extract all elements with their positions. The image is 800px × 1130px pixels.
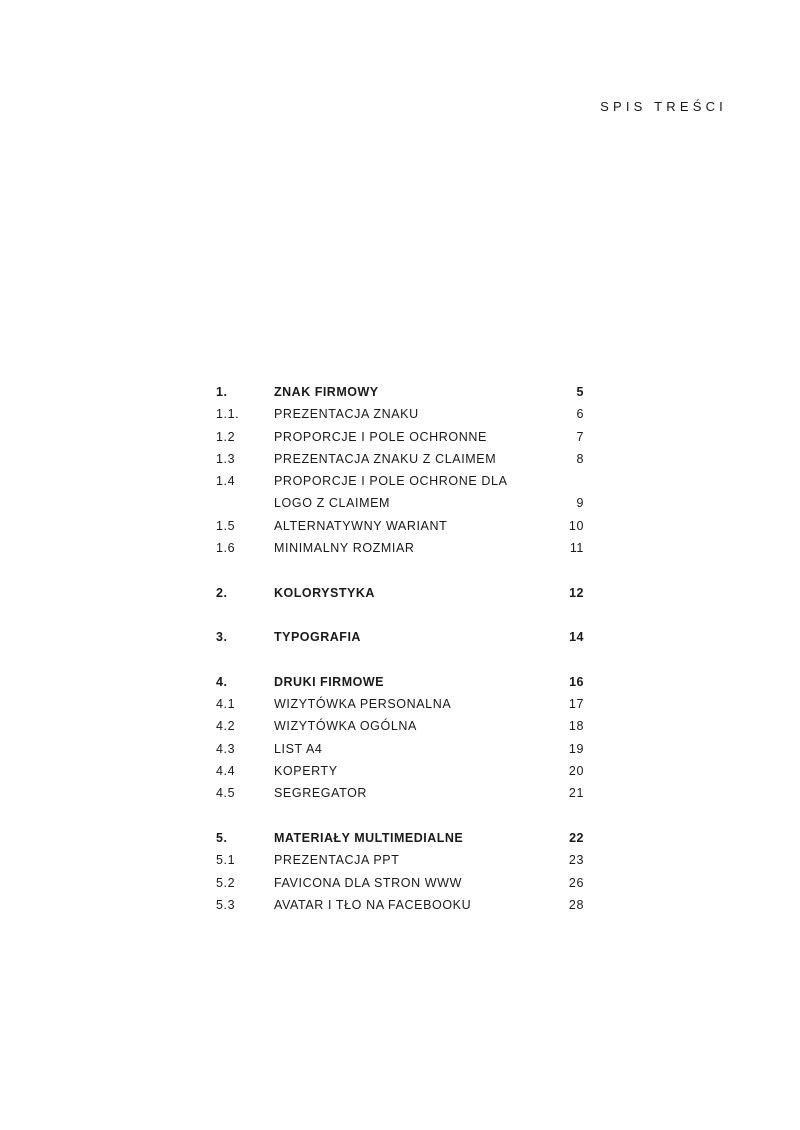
toc-subsection-row	[216, 782, 584, 804]
toc-number: 4.2	[216, 719, 236, 734]
toc-label: PREZENTACJA ZNAKU	[274, 407, 419, 422]
toc-number: 4.1	[216, 697, 236, 712]
toc-label: AVATAR I TŁO NA FACEBOOKU	[274, 897, 472, 912]
toc-number: 5.1	[216, 853, 236, 868]
toc-label: FAVICONA DLA STRON WWW	[274, 875, 462, 890]
toc-label: WIZYTÓWKA PERSONALNA	[274, 697, 452, 712]
toc-number: 1.4	[216, 474, 236, 489]
toc-label: PROPORCJE I POLE OCHRONE DLA	[274, 474, 508, 489]
toc-page-number: 11	[569, 541, 584, 556]
toc-number: 4.5	[216, 786, 236, 801]
toc-number: 1.2	[216, 429, 236, 444]
toc-subsection-row	[216, 448, 584, 470]
toc-label: MINIMALNY ROZMIAR	[274, 541, 415, 556]
toc-label: LOGO Z CLAIMEM	[274, 496, 391, 511]
toc-page-number: 22	[569, 830, 584, 845]
toc-page-number: 14	[569, 630, 584, 645]
toc-page-number: 16	[569, 674, 584, 689]
toc-number: 1.1.	[216, 407, 240, 422]
toc-section-row	[216, 827, 584, 849]
toc-subsection-row	[216, 403, 584, 425]
page-title: SPIS TREŚCI	[600, 99, 727, 114]
toc-number: 3.	[216, 630, 228, 645]
toc-page-number: 19	[568, 741, 584, 756]
toc-page-number: 21	[568, 786, 584, 801]
table-of-contents	[216, 381, 584, 916]
toc-subsection-row	[216, 515, 584, 537]
toc-label: TYPOGRAFIA	[274, 630, 361, 645]
toc-label: MATERIAŁY MULTIMEDIALNE	[274, 830, 464, 845]
toc-section-row	[216, 671, 584, 693]
toc-subsection-row	[216, 426, 584, 448]
toc-page-number: 9	[576, 496, 584, 511]
toc-page-number: 20	[568, 764, 584, 779]
toc-page-number: 6	[576, 407, 584, 422]
toc-label: ALTERNATYWNY WARIANT	[274, 518, 448, 533]
toc-page-number: 18	[568, 719, 584, 734]
toc-number: 5.	[216, 830, 228, 845]
toc-page-number: 12	[569, 585, 584, 600]
toc-page-number: 28	[568, 897, 584, 912]
toc-page-number: 5	[576, 385, 584, 399]
toc-label: ZNAK FIRMOWY	[274, 385, 379, 399]
toc-subsection-row	[216, 693, 584, 715]
toc-label: PROPORCJE I POLE OCHRONNE	[274, 429, 487, 444]
toc-number: 1.3	[216, 451, 236, 466]
toc-section-row	[216, 381, 584, 403]
toc-number: 1.5	[216, 518, 236, 533]
toc-number: 4.3	[216, 741, 236, 756]
toc-subsection-row	[216, 760, 584, 782]
toc-number: 2.	[216, 585, 228, 600]
toc-number: 5.3	[216, 897, 236, 912]
toc-label: PREZENTACJA ZNAKU Z CLAIMEM	[274, 451, 497, 466]
toc-section-row	[216, 626, 584, 648]
toc-label: WIZYTÓWKA OGÓLNA	[274, 719, 417, 734]
toc-label: KOLORYSTYKA	[274, 585, 375, 600]
toc-page-number: 10	[568, 518, 584, 533]
toc-page-number: 26	[568, 875, 584, 890]
toc-number: 1.	[216, 385, 228, 399]
toc-subsection-row	[216, 715, 584, 737]
toc-number: 5.2	[216, 875, 236, 890]
toc-subsection-row	[216, 849, 584, 871]
toc-page-number: 23	[568, 853, 584, 868]
toc-subsection-row	[216, 470, 584, 492]
toc-subsection-row	[216, 492, 584, 514]
toc-label: DRUKI FIRMOWE	[274, 674, 384, 689]
toc-subsection-row	[216, 894, 584, 916]
toc-page-number: 8	[576, 451, 584, 466]
toc-label: SEGREGATOR	[274, 786, 368, 801]
toc-section-row	[216, 582, 584, 604]
toc-page-number: 7	[576, 429, 584, 444]
toc-subsection-row	[216, 738, 584, 760]
toc-label: KOPERTY	[274, 764, 338, 779]
toc-number: 4.4	[216, 764, 236, 779]
toc-label: LIST A4	[274, 741, 323, 756]
toc-subsection-row	[216, 872, 584, 894]
toc-number: 1.6	[216, 541, 236, 556]
toc-label: PREZENTACJA PPT	[274, 853, 400, 868]
toc-page-number: 17	[568, 697, 584, 712]
toc-number: 4.	[216, 674, 228, 689]
toc-subsection-row	[216, 537, 584, 559]
